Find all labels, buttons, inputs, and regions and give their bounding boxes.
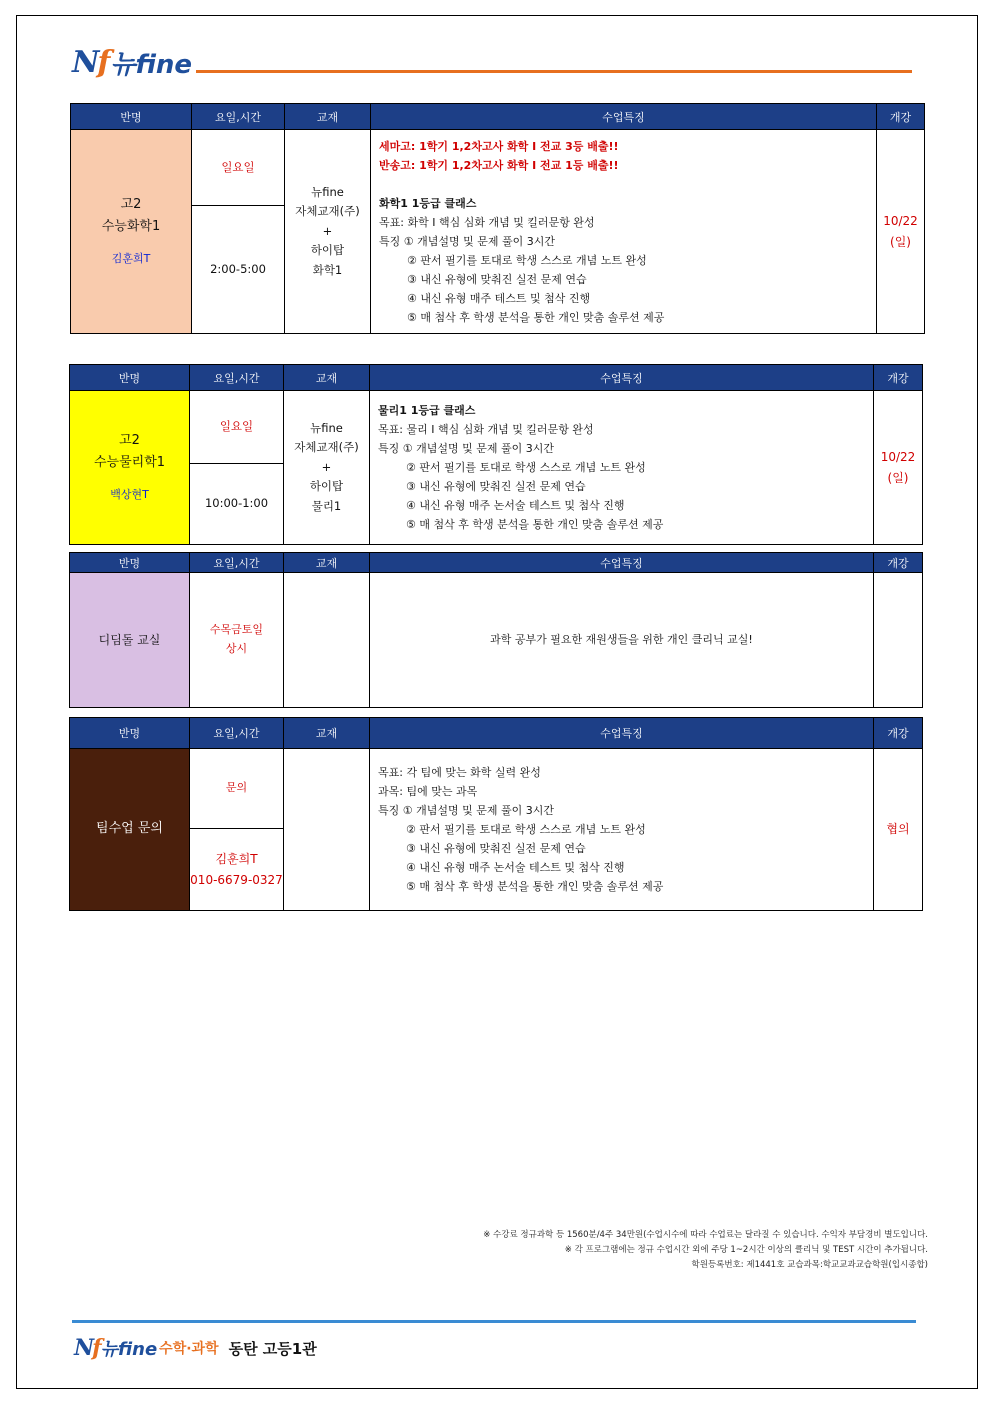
logo-mark: Nf <box>72 45 109 80</box>
time-cell: 10:00-1:00 <box>190 464 284 545</box>
book-line: 하이탑 <box>310 243 345 258</box>
contact-cell <box>190 829 284 911</box>
class-title: 수능물리학1 <box>93 455 166 471</box>
phone-number: 010-6679-0327 <box>190 872 283 887</box>
header-book: 교재 <box>284 365 370 391</box>
footnote-line: 학원등록번호: 제1441호 교습과목:학교교과교습학원(입시종합) <box>691 1260 928 1270</box>
time-cell <box>190 573 284 708</box>
header-features: 수업특징 <box>370 553 874 573</box>
header-class: 반명 <box>71 104 192 130</box>
book-line: 뉴fine <box>310 420 343 435</box>
header-time: 요일,시간 <box>192 104 285 130</box>
feature-title: 화학1 1등급 클래스 <box>379 196 477 210</box>
features-cell <box>370 749 874 911</box>
schedule-table-chemistry <box>70 103 925 334</box>
teacher-name: 김훈희T <box>215 852 258 867</box>
start-cell <box>874 391 923 545</box>
book-cell <box>284 749 370 911</box>
book-line: 뉴fine <box>311 184 344 199</box>
features-cell: 과학 공부가 필요한 재원생들을 위한 개인 클리닉 교실! <box>370 573 874 708</box>
time-text: 상시 <box>225 642 248 655</box>
header-start: 개강 <box>877 104 925 130</box>
feature-line: ③ 내신 유형에 맞춰진 실전 문제 연습 <box>407 272 587 286</box>
feature-goal: 목표: 각 팀에 맞는 화학 실력 완성 <box>378 766 541 779</box>
feature-line: ⑤ 매 첨삭 후 학생 분석을 통한 개인 맞춤 솔루션 제공 <box>406 518 664 531</box>
header-features: 수업특징 <box>370 365 874 391</box>
start-date: 10/22 <box>880 450 916 465</box>
header-rule <box>196 70 912 73</box>
class-grade: 고2 <box>120 197 142 213</box>
book-line: 하이탑 <box>309 479 344 494</box>
header-class: 반명 <box>70 365 190 391</box>
feature-line: 특징 ① 개념설명 및 문제 풀이 3시간 <box>378 804 554 817</box>
start-cell <box>877 130 925 334</box>
header-time: 요일,시간 <box>190 365 284 391</box>
header-features: 수업특징 <box>370 718 874 749</box>
feature-goal: 목표: 화학 I 핵심 심화 개념 및 킬러문항 완성 <box>379 215 595 229</box>
feature-subject: 과목: 팀에 맞는 과목 <box>378 785 478 798</box>
feature-line: ③ 내신 유형에 맞춰진 실전 문제 연습 <box>406 480 586 493</box>
header-start: 개강 <box>874 553 923 573</box>
day-cell: 일요일 <box>192 130 285 206</box>
schedule-table-clinic <box>69 552 923 708</box>
book-line: 화학1 <box>312 262 343 277</box>
schedule-table-physics <box>69 364 923 545</box>
book-cell <box>284 391 370 545</box>
start-day: (일) <box>887 470 909 485</box>
highlight-line: 세마고: 1학기 1,2차고사 화학 I 전교 3등 배출!! <box>379 139 619 153</box>
header-logo <box>72 44 192 81</box>
branch-name: 동탄 고등1관 <box>228 1339 317 1358</box>
feature-line: ② 판서 필기를 토대로 학생 스스로 개념 노트 완성 <box>406 461 646 474</box>
header-features: 수업특징 <box>371 104 877 130</box>
footnote-line: ※ 수강료 정규과학 등 1560분/4주 34만원(수업시수에 따라 수업료는 달라질 수 있습니다. 수익자 부담경비 별도입니다. <box>483 1230 928 1240</box>
book-cell <box>284 573 370 708</box>
feature-line: ⑤ 매 첨삭 후 학생 분석을 통한 개인 맞춤 솔루션 제공 <box>406 880 664 893</box>
logo-text: 뉴fine <box>100 1339 158 1360</box>
logo-text: 뉴fine <box>110 50 193 80</box>
day-cell: 문의 <box>190 749 284 829</box>
schedule-table-team <box>69 717 923 911</box>
feature-line: ③ 내신 유형에 맞춰진 실전 문제 연습 <box>406 842 586 855</box>
start-cell: 협의 <box>874 749 923 911</box>
features-cell <box>370 391 874 545</box>
logo-subtitle: 수학·과학 <box>159 1341 219 1357</box>
feature-line: ② 판서 필기를 토대로 학생 스스로 개념 노트 완성 <box>406 823 646 836</box>
logo-mark: Nf <box>74 1335 100 1361</box>
feature-goal: 목표: 물리 I 핵심 심화 개념 및 킬러문항 완성 <box>378 423 594 436</box>
book-line: 자체교재(주) <box>294 440 359 455</box>
header-start: 개강 <box>874 718 923 749</box>
header-start: 개강 <box>874 365 923 391</box>
feature-line: ④ 내신 유형 매주 논서술 테스트 및 첨삭 진행 <box>406 861 625 874</box>
book-line: 물리1 <box>311 498 342 513</box>
footer-rule <box>72 1320 916 1323</box>
start-date: 10/22 <box>883 214 918 229</box>
day-text: 수목금토일 <box>209 623 264 637</box>
class-cell: 디딤돌 교실 <box>70 573 190 708</box>
book-cell <box>285 130 371 334</box>
teacher-name: 백상현T <box>110 488 149 502</box>
class-grade: 고2 <box>119 433 140 449</box>
class-cell: 팀수업 문의 <box>70 749 190 911</box>
start-day: (일) <box>890 234 911 249</box>
header-book: 교재 <box>284 553 370 573</box>
start-cell <box>874 573 923 708</box>
header-class: 반명 <box>70 718 190 749</box>
header-class: 반명 <box>70 553 190 573</box>
feature-title: 물리1 1등급 클래스 <box>378 404 476 417</box>
header-book: 교재 <box>284 718 370 749</box>
book-line: 자체교재(주) <box>295 204 360 219</box>
feature-line: 특징 ① 개념설명 및 문제 풀이 3시간 <box>379 234 555 248</box>
features-cell <box>371 130 877 334</box>
highlight-line: 반송고: 1학기 1,2차고사 화학 I 전교 1등 배출!! <box>379 158 619 172</box>
book-line: + <box>322 223 333 238</box>
feature-line: ⑤ 매 첨삭 후 학생 분석을 통한 개인 맞춤 솔루션 제공 <box>407 310 665 324</box>
footnote-line: ※ 각 프로그램에는 정규 수업시간 외에 주당 1~2시간 이상의 클리닉 및 TEST 시간이 추가됩니다. <box>564 1245 928 1255</box>
header-time: 요일,시간 <box>190 553 284 573</box>
footer-logo <box>74 1335 317 1361</box>
header-time: 요일,시간 <box>190 718 284 749</box>
feature-line: ② 판서 필기를 토대로 학생 스스로 개념 노트 완성 <box>407 253 647 267</box>
time-cell: 2:00-5:00 <box>192 206 285 334</box>
class-cell <box>71 130 192 334</box>
footnotes <box>483 1228 928 1273</box>
book-line: + <box>321 459 332 474</box>
feature-line: ④ 내신 유형 매주 논서술 테스트 및 첨삭 진행 <box>406 499 625 512</box>
class-title: 수능화학1 <box>101 219 161 235</box>
header-book: 교재 <box>285 104 371 130</box>
feature-line: 특징 ① 개념설명 및 문제 풀이 3시간 <box>378 442 554 455</box>
day-cell: 일요일 <box>190 391 284 464</box>
teacher-name: 김훈희T <box>111 252 151 266</box>
feature-line: ④ 내신 유형 매주 테스트 및 첨삭 진행 <box>407 291 591 305</box>
class-cell <box>70 391 190 545</box>
